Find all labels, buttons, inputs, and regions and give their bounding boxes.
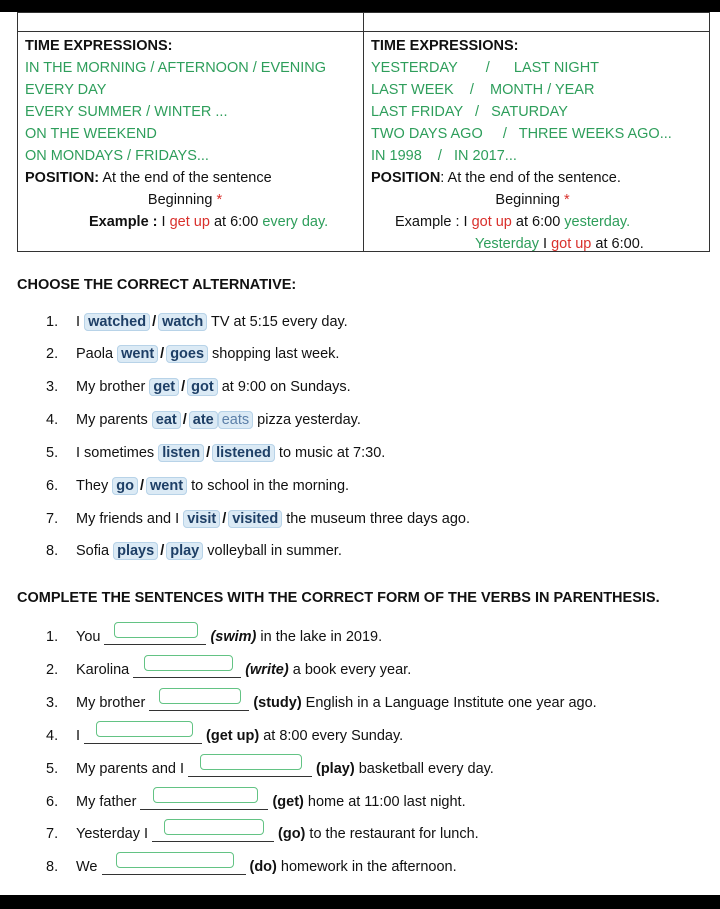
- sentence-end: to music at 7:30.: [274, 445, 386, 461]
- example-line: [25, 211, 355, 233]
- answer-blank: [133, 659, 241, 678]
- example-verb: got up: [551, 236, 592, 252]
- answer-blank: [188, 758, 312, 777]
- option-a[interactable]: watched: [84, 313, 150, 331]
- item-number: 5.: [46, 445, 59, 461]
- beginning-text: Beginning: [495, 192, 564, 208]
- beginning-text: Beginning: [147, 192, 217, 208]
- choose-item: [46, 346, 339, 362]
- sentence-end: the museum three days ago.: [282, 511, 470, 527]
- sentence-end: in the lake in 2019.: [256, 629, 383, 645]
- sentence-start: My father: [76, 794, 137, 810]
- item-number: 8.: [46, 859, 59, 875]
- expression-line: EVERY SUMMER / WINTER ...: [25, 104, 228, 120]
- item-number: 6.: [46, 478, 59, 494]
- sentence-end: a book every year.: [288, 662, 412, 678]
- sentence-start: My brother: [76, 695, 146, 711]
- beginning-line: [15, 189, 355, 211]
- sentence-end: home at 11:00 last night.: [303, 794, 466, 810]
- sentence-start: Sofia: [76, 543, 114, 559]
- example-text: at 6:00.: [591, 236, 644, 252]
- complete-item: [46, 791, 466, 810]
- expression-line: LAST WEEK / MONTH / YEAR: [371, 82, 595, 98]
- option-extra[interactable]: eats: [218, 411, 253, 429]
- choose-item: [46, 511, 470, 527]
- example-text: I: [538, 236, 552, 252]
- sentence-start: We: [76, 859, 98, 875]
- option-a[interactable]: go: [112, 477, 138, 495]
- option-b[interactable]: visited: [228, 510, 282, 528]
- answer-input-box[interactable]: [116, 852, 234, 868]
- expression-line: LAST FRIDAY / SATURDAY: [371, 104, 568, 120]
- sentence-end: homework in the afternoon.: [276, 859, 457, 875]
- example-verb: got up: [471, 214, 512, 230]
- example2-line: [371, 233, 706, 255]
- answer-blank: [84, 725, 202, 744]
- example-time-expression: yesterday.: [564, 214, 631, 230]
- sentence-start: My parents: [76, 412, 152, 428]
- example-time-expression: every day.: [262, 214, 329, 230]
- sentence-start: Paola: [76, 346, 118, 362]
- star-mark: *: [563, 192, 570, 208]
- option-a[interactable]: eat: [152, 411, 181, 429]
- sentence-start: Karolina: [76, 662, 130, 678]
- position-text: : At the end of the sentence.: [440, 170, 621, 186]
- item-number: 3.: [46, 695, 59, 711]
- example-text: at 6:00: [511, 214, 565, 230]
- expression-line: IN 1998 / IN 2017...: [371, 148, 517, 164]
- beginning-line: [359, 189, 706, 211]
- answer-input-box[interactable]: [96, 721, 193, 737]
- item-number: 1.: [46, 314, 59, 330]
- complete-item: [46, 692, 597, 711]
- sentence-end: to school in the morning.: [187, 478, 350, 494]
- position-line: [371, 167, 706, 189]
- option-b[interactable]: went: [146, 477, 187, 495]
- option-separator: /: [181, 379, 186, 395]
- choose-item: [46, 445, 385, 461]
- item-number: 5.: [46, 761, 59, 777]
- complete-item: [46, 626, 382, 645]
- example-label: Example :: [89, 214, 162, 230]
- sentence-end: at 9:00 on Sundays.: [217, 379, 351, 395]
- expression-line: ON MONDAYS / FRIDAYS...: [25, 148, 209, 164]
- sentence-start: You: [76, 629, 101, 645]
- section1-title: CHOOSE THE CORRECT ALTERNATIVE:: [17, 277, 297, 293]
- verb-hint: (get up): [206, 728, 260, 744]
- time-expressions-table: [17, 12, 710, 252]
- option-a[interactable]: listen: [158, 444, 204, 462]
- sentence-start: I: [76, 314, 85, 330]
- choose-item: [46, 379, 351, 395]
- past-expressions-column: [371, 35, 706, 255]
- option-b[interactable]: watch: [158, 313, 207, 331]
- item-number: 2.: [46, 346, 59, 362]
- option-b[interactable]: play: [166, 542, 203, 560]
- sentence-end: TV at 5:15 every day.: [207, 314, 348, 330]
- table-column-divider: [363, 13, 364, 251]
- expression-line: IN THE MORNING / AFTERNOON / EVENING: [25, 60, 327, 76]
- option-a[interactable]: went: [117, 345, 158, 363]
- expression-line: EVERY DAY: [25, 82, 107, 98]
- sentence-end: pizza yesterday.: [253, 412, 361, 428]
- column-header: TIME EXPRESSIONS:: [25, 38, 173, 54]
- verb-hint: (go): [278, 826, 306, 842]
- complete-item: [46, 856, 457, 875]
- item-number: 3.: [46, 379, 59, 395]
- option-separator: /: [206, 445, 211, 461]
- example-text: I: [463, 214, 472, 230]
- choose-item: [46, 478, 349, 494]
- example-text: I: [161, 214, 170, 230]
- verb-hint: (do): [249, 859, 277, 875]
- sentence-start: I sometimes: [76, 445, 159, 461]
- position-line: [25, 167, 355, 189]
- position-text: At the end of the sentence: [99, 170, 272, 186]
- option-separator: /: [139, 478, 145, 494]
- sentence-end: at 8:00 every Sunday.: [259, 728, 404, 744]
- option-a[interactable]: plays: [113, 542, 158, 560]
- verb-hint: (play): [316, 761, 355, 777]
- item-number: 8.: [46, 543, 59, 559]
- answer-input-box[interactable]: [153, 787, 258, 803]
- expression-line: TWO DAYS AGO / THREE WEEKS AGO...: [371, 126, 672, 142]
- example-label: Example :: [395, 214, 464, 230]
- bottom-black-bar: [0, 895, 720, 909]
- answer-input-box[interactable]: [114, 622, 198, 638]
- option-separator: /: [160, 543, 165, 559]
- expression-line: ON THE WEEKEND: [25, 126, 157, 142]
- sentence-start: They: [76, 478, 113, 494]
- option-separator: /: [152, 314, 157, 330]
- answer-input-box[interactable]: [164, 819, 264, 835]
- answer-blank: [102, 856, 246, 875]
- verb-hint: (study): [253, 695, 302, 711]
- example-line: [371, 211, 706, 233]
- complete-item: [46, 823, 479, 842]
- sentence-end: English in a Language Institute one year ago.: [301, 695, 597, 711]
- sentence-start: My brother: [76, 379, 150, 395]
- item-number: 7.: [46, 826, 59, 842]
- complete-item: [46, 725, 403, 744]
- column-header: TIME EXPRESSIONS:: [371, 38, 519, 54]
- option-b[interactable]: goes: [166, 345, 208, 363]
- verb-hint: (write): [245, 662, 289, 678]
- option-separator: /: [222, 511, 227, 527]
- example-verb: get up: [169, 214, 210, 230]
- answer-blank: [140, 791, 268, 810]
- choose-item: [46, 314, 348, 330]
- answer-blank: [149, 692, 249, 711]
- sentence-start: Yesterday I: [76, 826, 149, 842]
- item-number: 4.: [46, 412, 59, 428]
- verb-hint: (get): [272, 794, 304, 810]
- answer-input-box[interactable]: [200, 754, 302, 770]
- sentence-end: to the restaurant for lunch.: [305, 826, 479, 842]
- item-number: 2.: [46, 662, 59, 678]
- sentence-start: My parents and I: [76, 761, 184, 777]
- sentence-start: My friends and I: [76, 511, 184, 527]
- choose-item: [46, 412, 361, 428]
- choose-item: [46, 543, 342, 559]
- option-a[interactable]: visit: [183, 510, 220, 528]
- star-mark: *: [216, 192, 223, 208]
- option-b[interactable]: got: [187, 378, 218, 396]
- item-number: 7.: [46, 511, 59, 527]
- item-number: 4.: [46, 728, 59, 744]
- item-number: 6.: [46, 794, 59, 810]
- example-time-expression: Yesterday: [475, 236, 539, 252]
- sentence-end: shopping last week.: [208, 346, 340, 362]
- example-text: at 6:00: [209, 214, 263, 230]
- answer-blank: [104, 626, 206, 645]
- complete-item: [46, 758, 494, 777]
- option-a[interactable]: get: [149, 378, 179, 396]
- sentence-end: basketball every day.: [354, 761, 494, 777]
- option-separator: /: [160, 346, 165, 362]
- item-number: 1.: [46, 629, 59, 645]
- option-b[interactable]: ate: [189, 411, 218, 429]
- present-expressions-column: [25, 35, 355, 233]
- position-label: POSITION: [371, 170, 441, 186]
- option-separator: /: [182, 412, 187, 428]
- sentence-end: volleyball in summer.: [203, 543, 342, 559]
- position-label: POSITION:: [25, 170, 100, 186]
- answer-blank: [152, 823, 274, 842]
- expression-line: YESTERDAY / LAST NIGHT: [371, 60, 600, 76]
- section2-title: COMPLETE THE SENTENCES WITH THE CORRECT FORM OF THE VERBS IN PARENTHESIS.: [17, 590, 660, 606]
- answer-input-box[interactable]: [159, 688, 241, 704]
- top-black-bar: [0, 0, 720, 12]
- answer-input-box[interactable]: [144, 655, 233, 671]
- sentence-start: I: [76, 728, 81, 744]
- complete-item: [46, 659, 411, 678]
- option-b[interactable]: listened: [212, 444, 275, 462]
- verb-hint: (swim): [210, 629, 257, 645]
